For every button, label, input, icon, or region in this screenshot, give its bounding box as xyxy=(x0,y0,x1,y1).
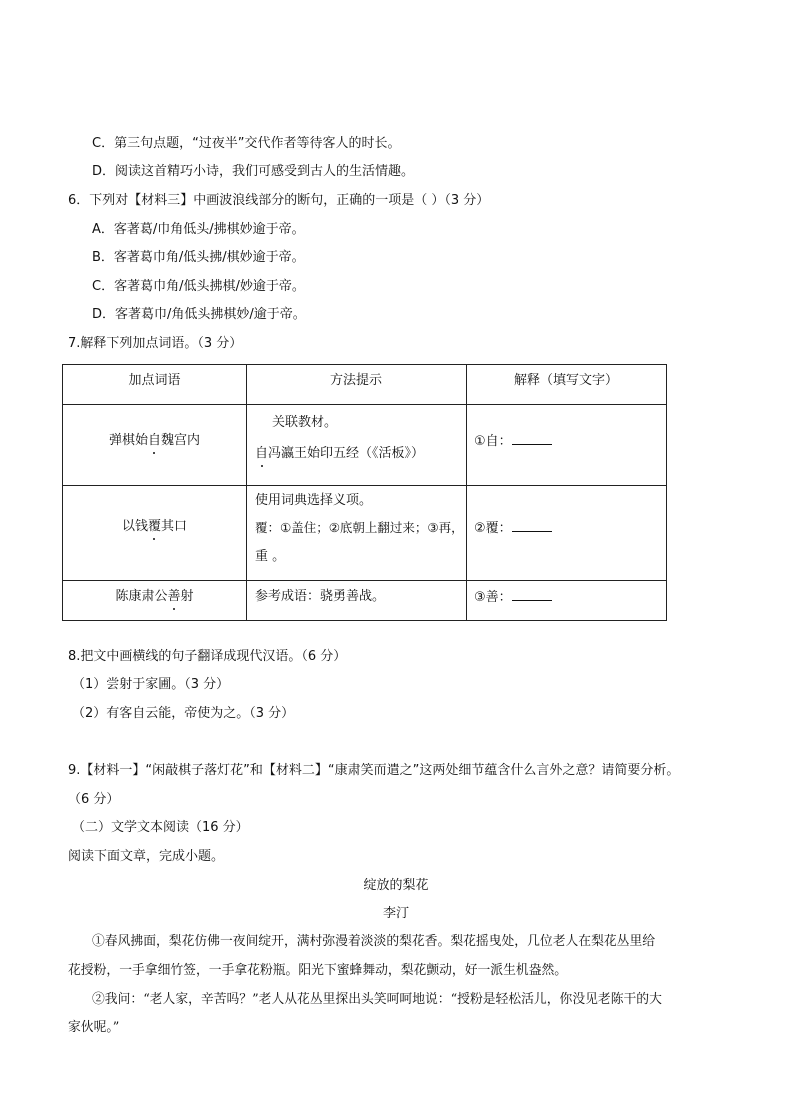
header-explanation: 解释（填写文字） xyxy=(513,373,618,388)
section-heading: （二）文学文本阅读（16 分） xyxy=(72,820,249,835)
answer-blank[interactable] xyxy=(512,433,552,445)
article-paragraph-1-line-2: 花授粉，一手拿细竹签，一手拿花粉瓶。阳光下蜜蜂舞动，梨花颤动，好一派生机盎然。 xyxy=(68,963,568,978)
header-method-hint: 方法提示 xyxy=(329,373,382,388)
q9-score: （6 分） xyxy=(68,792,120,807)
table-row-2-word: 以钱覆其口 xyxy=(121,519,188,534)
table-row-3-answer[interactable]: ③善： xyxy=(474,589,552,606)
q6-stem: 6．下列对【材料三】中画波浪线部分的断句，正确的一项是（ ）（3 分） xyxy=(68,193,490,208)
q8-stem: 8.把文中画横线的句子翻译成现代汉语。（6 分） xyxy=(68,649,347,664)
marked-char: 自 xyxy=(255,446,269,461)
q6-option-b: B．客著葛巾角/低头拂/棋妙逾于帝。 xyxy=(92,250,305,265)
q8-sub-2: （2）有客自云能，帝使为之。（3 分） xyxy=(72,706,295,721)
table-divider xyxy=(63,580,666,581)
article-author: 李汀 xyxy=(382,906,409,921)
q7-table xyxy=(62,364,667,621)
q7-stem: 7.解释下列加点词语。（3 分） xyxy=(68,336,243,351)
table-row-1-word: 弹棋始自魏宫内 xyxy=(108,433,201,448)
marked-char: 自 xyxy=(147,433,161,448)
header-marked-word: 加点词语 xyxy=(128,373,181,388)
table-row-3-word: 陈康肃公善射 xyxy=(115,589,194,604)
article-paragraph-1-line-1: ①春风拂面，梨花仿佛一夜间绽开，满村弥漫着淡淡的梨花香。梨花摇曳处，几位老人在梨花丛里给 xyxy=(92,934,656,949)
table-row-1-answer[interactable]: ①自： xyxy=(474,433,552,450)
q6-option-c: C．客著葛巾角/低头拂棋/妙逾于帝。 xyxy=(92,279,305,294)
table-row-2-hint-3: 重 。 xyxy=(255,549,286,564)
q5-option-d: D．阅读这首精巧小诗，我们可感受到古人的生活情趣。 xyxy=(92,164,415,179)
table-divider xyxy=(63,485,666,486)
q6-option-a: A．客著葛/巾角低头/拂棋妙逾于帝。 xyxy=(92,222,305,237)
table-row-3-hint-1: 参考成语：骁勇善战。 xyxy=(255,589,386,604)
q8-sub-1: （1）尝射于家圃。（3 分） xyxy=(72,677,230,692)
article-title: 绽放的梨花 xyxy=(363,878,429,893)
q9-stem: 9.【材料一】“闲敲棋子落灯花”和【材料二】“康肃笑而遣之”这两处细节蕴含什么言外之意？请简要分析。 xyxy=(68,763,680,778)
q5-option-c: C．第三句点题，“过夜半”交代作者等待客人的时长。 xyxy=(92,136,401,151)
table-divider xyxy=(63,404,666,405)
table-row-2-hint-2: 覆：①盖住；②底朝上翻过来；③再， xyxy=(255,520,464,535)
q6-option-d: D．客著葛巾/角低头拂棋妙/逾于帝。 xyxy=(92,307,306,322)
section-instruction: 阅读下面文章，完成小题。 xyxy=(68,849,225,864)
answer-blank[interactable] xyxy=(512,520,552,532)
answer-blank[interactable] xyxy=(512,589,552,601)
table-row-1-hint-1: 关联教材。 xyxy=(272,415,338,430)
table-row-1-hint-2: 自冯瀛王始印五经（《活板》） xyxy=(255,446,425,461)
article-paragraph-2-line-2: 家伙呢。” xyxy=(68,1020,120,1035)
table-row-2-answer[interactable]: ②覆： xyxy=(474,520,552,537)
marked-char: 覆 xyxy=(147,519,161,534)
marked-char: 善 xyxy=(167,589,181,604)
article-paragraph-2-line-1: ②我问：“老人家，辛苦吗？”老人从花丛里探出头笑呵呵地说：“授粉是轻松活儿，你没见老陈干的大 xyxy=(92,992,662,1007)
table-row-2-hint-1: 使用词典选择义项。 xyxy=(255,493,373,508)
